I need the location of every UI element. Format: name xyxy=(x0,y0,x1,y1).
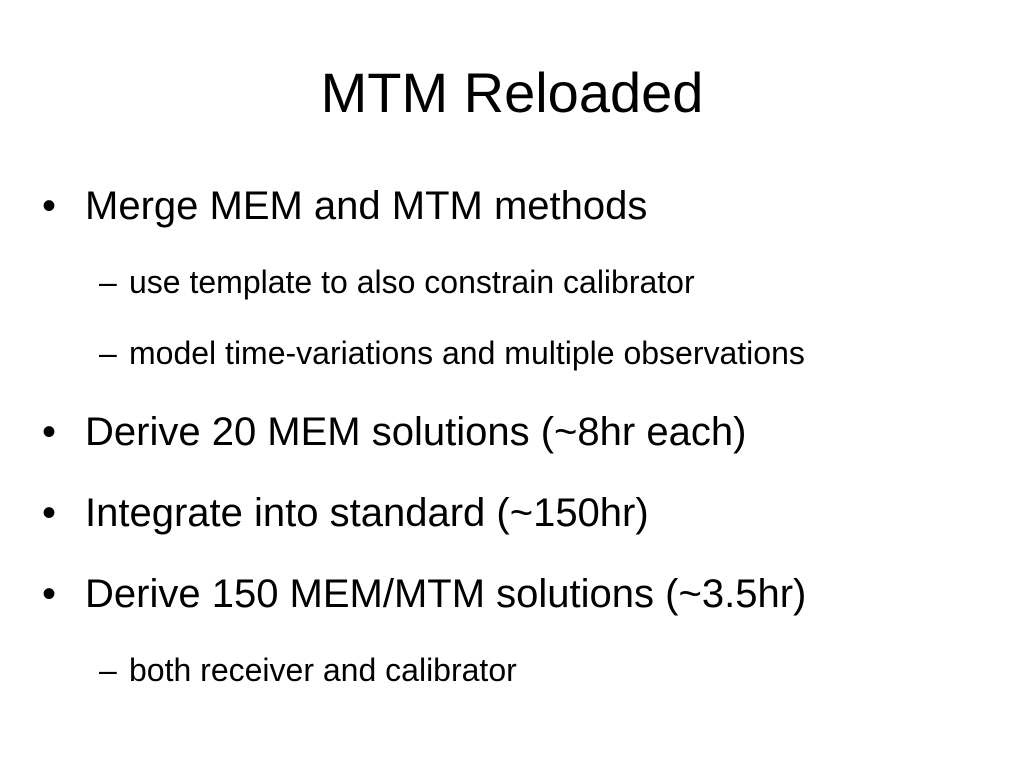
bullet-text: Derive 20 MEM solutions (~8hr each) xyxy=(85,410,747,454)
bullet-glyph: • xyxy=(42,491,57,535)
sub-bullet-text: both receiver and calibrator xyxy=(129,652,517,688)
bullet-glyph: • xyxy=(42,572,57,616)
sub-bullet-text: model time-variations and multiple observations xyxy=(129,335,805,371)
bullet-glyph: • xyxy=(42,184,57,228)
bullet-text: Merge MEM and MTM methods xyxy=(85,184,648,228)
bullet-text: Integrate into standard (~150hr) xyxy=(85,491,649,535)
dash-glyph: – xyxy=(99,335,117,371)
sub-bullet-text: use template to also constrain calibrator xyxy=(129,264,695,300)
dash-glyph: – xyxy=(99,264,117,300)
slide-title: MTM Reloaded xyxy=(320,61,704,124)
bullet-glyph: • xyxy=(42,410,57,454)
bullet-text: Derive 150 MEM/MTM solutions (~3.5hr) xyxy=(85,572,807,616)
dash-glyph: – xyxy=(99,652,117,688)
